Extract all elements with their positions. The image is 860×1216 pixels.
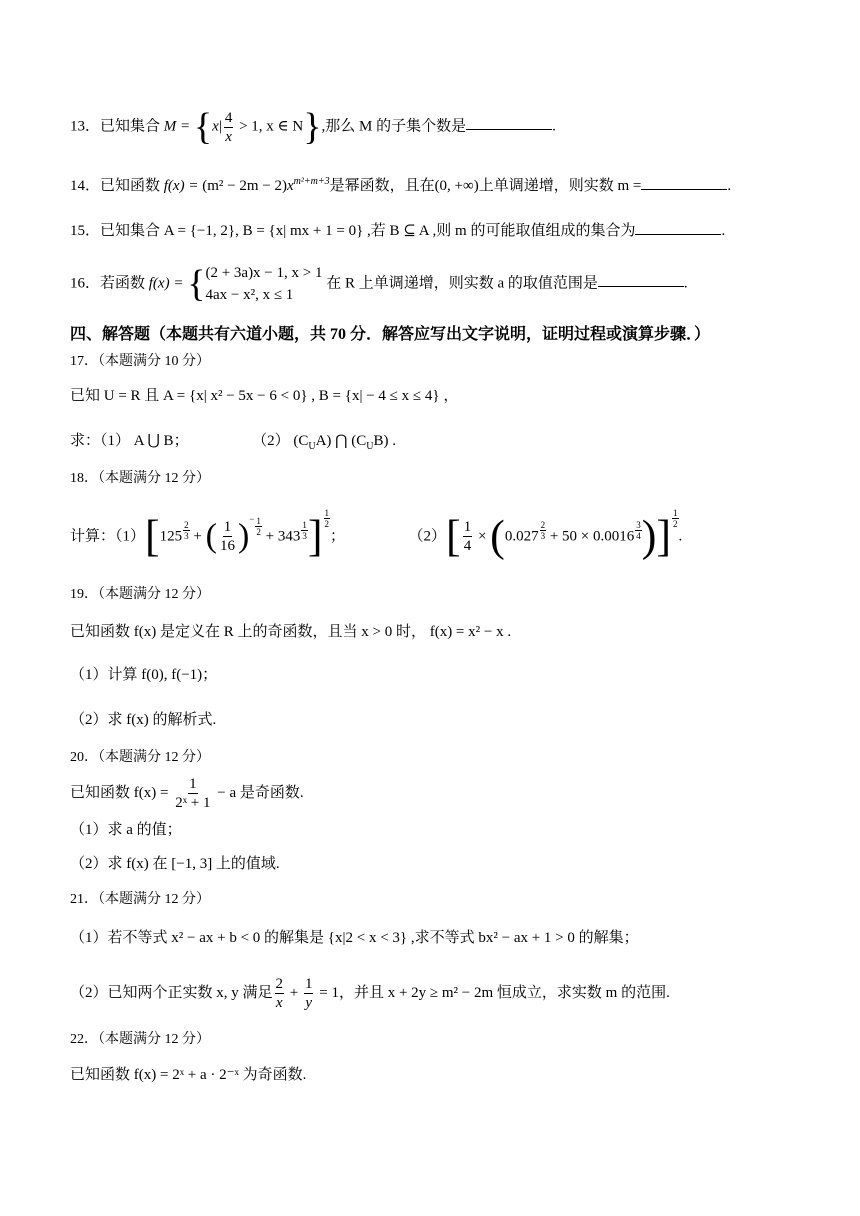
frac-den: 2ˣ + 1 [175, 795, 211, 811]
q19-ask-2: （2）求 f(x) 的解析式. [70, 712, 217, 728]
q21-frac-2 [304, 975, 314, 1012]
times: × [474, 528, 491, 545]
q13-fraction [224, 109, 234, 146]
left-brace: { [193, 106, 213, 148]
left-bracket: [ [145, 511, 160, 561]
q17-sub-2: U [366, 441, 374, 452]
q18-header: 18．（本题满分 12 分） [70, 471, 210, 486]
exp-num: 1 [256, 516, 261, 526]
left-paren: ( [490, 511, 505, 561]
right-bracket: ] [656, 511, 672, 561]
q18-p2-a: 0.027 [504, 528, 539, 545]
question-14 [70, 175, 731, 196]
q13-end: . [552, 118, 556, 135]
q17-ask-1: 求：（1） A ⋃ B； [70, 433, 189, 449]
frac-num: 2 [275, 976, 284, 992]
q14-coefficient: (m² − 2m − 2) [202, 178, 287, 194]
q14-answer-blank[interactable] [641, 175, 727, 190]
q16-end: . [683, 275, 688, 292]
q21-ask-1: （1）若不等式 x² − ax + b < 0 的解集是 {x|2 < x < 3} ,求不等式 bx² − ax + 1 > 0 的解集； [70, 930, 639, 946]
q21-frac-1 [275, 975, 285, 1012]
q15-answer-blank[interactable] [635, 220, 721, 235]
exp-den: 3 [540, 531, 546, 541]
q18-computations [70, 508, 682, 568]
q22-header: 22．（本题满分 12 分） [70, 1032, 210, 1047]
piecewise-brace: { [187, 263, 206, 305]
left-bracket: [ [446, 511, 461, 561]
q15-end: . [721, 223, 726, 239]
q16-case-1: (2 + 3a)x − 1, x > 1 [205, 265, 323, 281]
q13-set-name: M = [163, 118, 194, 135]
plus: + [286, 984, 302, 1001]
exp-num: 3 [636, 520, 641, 530]
q18-p1-b-exp-sign: − [249, 514, 255, 524]
section-4-heading: 四、解答题（本题共有六道小题，共 70 分．解答应写出文字说明，证明过程或演算步骤．） [70, 326, 711, 343]
q21-header: 21．（本题满分 12 分） [70, 892, 210, 907]
q13-separator: | [218, 118, 222, 135]
question-16 [70, 262, 688, 306]
q17-given: 已知 U = R 且 A = {x| x² − 5x − 6 < 0} , B = {x| − 4 ≤ x ≤ 4} ， [70, 388, 459, 404]
q16-tail: 在 R 上单调递增，则实数 a 的取值范围是 [326, 275, 598, 292]
exp-den: 3 [302, 531, 307, 541]
left-paren: ( [205, 517, 217, 555]
plus: + [189, 528, 206, 545]
q13-tail: ,那么 M 的子集个数是 [321, 118, 467, 135]
frac-num: 1 [189, 776, 197, 792]
frac-den: y [305, 995, 313, 1011]
frac-den: 16 [219, 538, 235, 555]
q14-base: x [286, 178, 294, 194]
right-paren: ) [237, 517, 250, 555]
q13-number: 13．已知集合 [70, 118, 161, 135]
q18-p2-outer-exp [672, 508, 679, 529]
q20-given-pre: 已知函数 f(x) = [70, 784, 173, 801]
exp-den: 4 [636, 531, 641, 541]
frac-num: 1 [463, 519, 472, 536]
exp-den: 2 [256, 527, 261, 537]
q21-ask-2-post: = 1，并且 x + 2y ≥ m² − 2m 恒成立，求实数 m 的范围. [315, 984, 670, 1001]
exp-den: 2 [673, 519, 678, 529]
q14-number: 14．已知函数 [70, 178, 161, 194]
q13-frac-den: x [225, 128, 232, 145]
q16-function: f(x) = [148, 275, 188, 292]
q16-case-2: 4ax − x², x ≤ 1 [205, 287, 294, 303]
q14-end: . [727, 178, 732, 194]
frac-num: 1 [223, 519, 232, 536]
q22-given: 已知函数 f(x) = 2ˣ + a · 2⁻ˣ 为奇函数. [70, 1067, 307, 1083]
q15-text: 15．已知集合 A = {−1, 2}, B = {x| mx + 1 = 0} ,若 B ⊆ A ,则 m 的可能取值组成的集合为 [70, 223, 636, 239]
q17-sub-1: U [308, 441, 316, 452]
q18-p2-frac [463, 518, 473, 555]
q13-frac-num: 4 [224, 109, 233, 126]
q19-ask-1: （1）计算 f(0), f(−1)； [70, 667, 218, 683]
q18-p1-end: ； [330, 528, 346, 545]
q18-p1-c: + 343 [261, 528, 301, 545]
right-bracket: ] [307, 511, 323, 561]
q14-exponent: m²+m+3 [293, 176, 330, 187]
q18-p1-frac [219, 518, 236, 555]
q20-ask-2: （2）求 f(x) 在 [−1, 3] 上的值域. [70, 856, 280, 872]
q13-var: x [212, 118, 219, 135]
frac-den: 4 [463, 538, 472, 555]
q19-header: 19．（本题满分 12 分） [70, 587, 210, 602]
q14-function: f(x) = [163, 178, 203, 194]
q17-ask-2-end: B) . [373, 433, 396, 449]
q20-ask-1: （1）求 a 的值； [70, 822, 182, 838]
q14-text: 是幂函数，且在(0, +∞)上单调递增，则实数 m = [329, 178, 642, 194]
q18-p2-end: . [678, 528, 683, 545]
q18-label-2: （2） [408, 528, 447, 545]
q13-condition: > 1, x ∈ N [235, 118, 304, 135]
q20-given [70, 775, 304, 812]
q21-ask-2-pre: （2）已知两个正实数 x, y 满足 [70, 984, 273, 1001]
q13-answer-blank[interactable] [466, 115, 552, 130]
q18-p1-a: 125 [159, 528, 183, 545]
q17-asks [70, 431, 396, 457]
frac-den: x [275, 995, 283, 1011]
right-brace: } [303, 106, 322, 148]
q17-ask-2-mid: A) ⋂ (C [315, 433, 367, 449]
exp-num: 2 [540, 520, 546, 530]
frac-num: 1 [304, 976, 313, 992]
exp-num: 2 [184, 520, 189, 530]
q18-p1-outer-exp [324, 508, 331, 529]
right-paren: ) [641, 511, 657, 561]
q17-header: 17．（本题满分 10 分） [70, 354, 210, 369]
q16-number: 16．若函数 [70, 275, 146, 292]
q19-given: 已知函数 f(x) 是定义在 R 上的奇函数，且当 x > 0 时， f(x) = x² − x . [70, 624, 512, 640]
q21-ask-2 [70, 975, 670, 1012]
exp-den: 3 [184, 531, 189, 541]
exp-den: 2 [324, 519, 329, 529]
q17-ask-2: （2） (C [252, 433, 309, 449]
exp-num: 1 [673, 508, 678, 518]
q18-label-1: 计算：（1） [70, 528, 146, 545]
exp-num: 1 [302, 520, 307, 530]
q16-answer-blank[interactable] [598, 272, 684, 287]
q20-header: 20．（本题满分 12 分） [70, 750, 210, 765]
question-15 [70, 220, 725, 241]
q20-given-post: − a 是奇函数. [213, 784, 304, 801]
q18-p2-mid: + 50 × 0.0016 [546, 528, 635, 545]
q20-fraction [174, 775, 211, 812]
exp-num: 1 [324, 508, 329, 518]
q16-cases [205, 262, 322, 306]
question-13 [70, 108, 556, 146]
